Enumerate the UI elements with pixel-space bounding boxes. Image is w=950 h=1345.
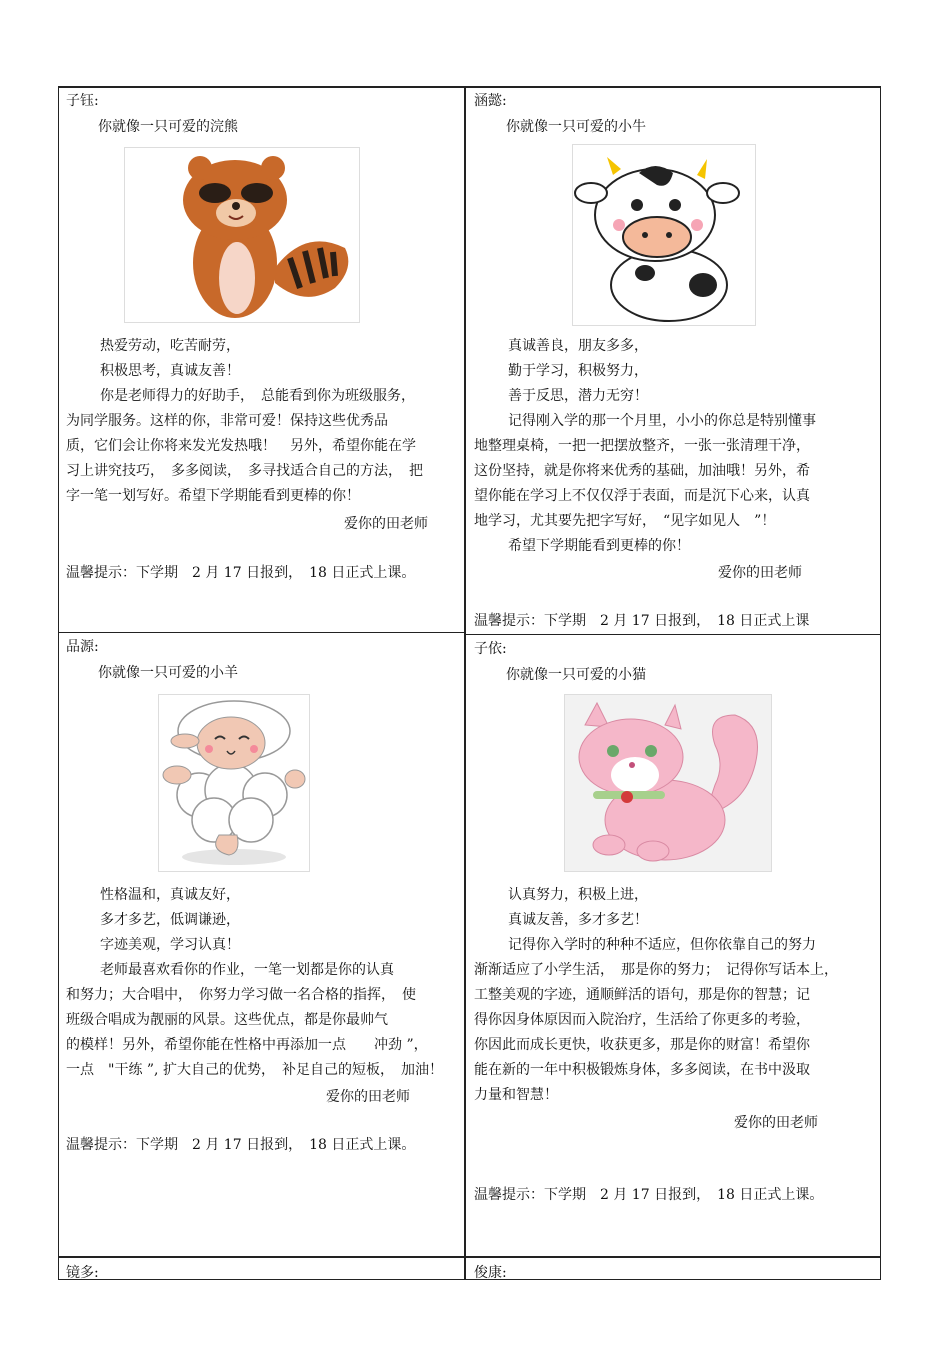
card-hanyi [466,88,880,634]
comment-line: 字一笔一划写好。希望下学期能看到更棒的你！ [66,488,360,504]
comment-line: 这份坚持，就是你将来优秀的基础，加油哦！另外，希 [474,463,810,479]
student-name: 品源: [66,639,99,655]
student-name: 涵懿: [474,93,507,109]
cat-icon [564,694,772,872]
comment-text [66,334,456,509]
comment-line: 多才多艺，低调谦逊， [100,912,240,928]
comment-line: 为同学服务。这样的你，非常可爱！保持这些优秀品 [66,413,388,429]
table-border-bottom [58,1279,881,1280]
comment-line: 记得你入学时的种种不适应，但你依靠自己的努力 [508,937,816,953]
reminder-note: 温馨提示：下学期 2 月 17 日报到， 18 日正式上课。 [474,1187,824,1203]
comment-line: 真诚友善，多才多艺！ [508,912,648,928]
reminder-note: 温馨提示：下学期 2 月 17 日报到， 18 日正式上课。 [66,1137,416,1153]
comment-line: 希望下学期能看到更棒的你！ [508,538,690,554]
comment-line: 认真努力，积极上进， [508,887,648,903]
student-name: 子依: [474,641,507,657]
comment-line: 班级合唱成为靓丽的风景。这些优点，都是你最帅气 [66,1012,388,1028]
comment-line: 真诚善良，朋友多多， [508,338,648,354]
comment-line: 望你能在学习上不仅仅浮于表面，而是沉下心来，认真 [474,488,810,504]
card-jingduo-partial [58,1258,464,1279]
comment-line: 热爱劳动，吃苦耐劳， [100,338,240,354]
table-row-divider-right-1 [464,634,881,635]
reminder-note: 温馨提示：下学期 2 月 17 日报到， 18 日正式上课 [474,613,810,629]
comment-text [474,883,872,1108]
comment-line: 积极思考，真诚友善！ [100,363,240,379]
comment-line: 老师最喜欢看你的作业，一笔一划都是你的认真 [100,962,394,978]
table-border-right [880,86,881,1280]
comment-text [474,334,872,559]
sheep-icon [158,694,310,872]
teacher-signature: 爱你的田老师 [344,516,428,532]
animal-tagline: 你就像一只可爱的小羊 [98,665,238,681]
card-ziyi [466,636,880,1256]
teacher-signature: 爱你的田老师 [734,1115,818,1131]
animal-tagline: 你就像一只可爱的小牛 [506,119,646,135]
comment-line: 性格温和，真诚友好， [100,887,240,903]
teacher-signature: 爱你的田老师 [326,1089,410,1105]
card-pinyuan [58,634,464,1256]
student-name: 子钰: [66,93,99,109]
comment-line: 你是老师得力的好助手， 总能看到你为班级服务， [100,388,415,404]
comment-line: 一点 "干练 ”, 扩大自己的优势， 补足自己的短板， 加油！ [66,1062,443,1078]
comment-line: 得你因身体原因而入院治疗，生活给了你更多的考验， [474,1012,810,1028]
cow-icon [572,144,756,326]
comment-line: 能在新的一年中积极锻炼身体，多多阅读，在书中汲取 [474,1062,810,1078]
comment-text [66,883,456,1083]
card-ziyu [58,88,464,632]
comment-line: 记得刚入学的那一个月里，小小的你总是特别懂事 [508,413,816,429]
comment-line: 和努力；大合唱中， 你努力学习做一名合格的指挥， 使 [66,987,416,1003]
student-name: 镜多: [66,1265,99,1281]
card-junkang-partial [466,1258,880,1279]
reminder-note: 温馨提示：下学期 2 月 17 日报到， 18 日正式上课。 [66,565,416,581]
table-row-divider-left-1 [58,632,465,633]
comment-line: 质，它们会让你将来发光发热哦！ 另外，希望你能在学 [66,438,416,454]
comment-line: 渐渐适应了小学生活， 那是你的努力； 记得你写话本上， [474,962,838,978]
comment-line: 善于反思，潜力无穷！ [508,388,648,404]
raccoon-icon [124,147,360,323]
comment-line: 地学习，尤其要先把字写好， “见字如见人 ”！ [474,513,776,529]
animal-tagline: 你就像一只可爱的浣熊 [98,119,238,135]
comment-line: 字迹美观，学习认真！ [100,937,240,953]
animal-tagline: 你就像一只可爱的小猫 [506,667,646,683]
comment-line: 地整理桌椅，一把一把摆放整齐，一张一张清理干净， [474,438,810,454]
comment-line: 习上讲究技巧， 多多阅读， 多寻找适合自己的方法， 把 [66,463,423,479]
teacher-signature: 爱你的田老师 [718,565,802,581]
student-name: 俊康: [474,1265,507,1281]
comment-line: 勤于学习，积极努力， [508,363,648,379]
comment-line: 的模样！另外，希望你能在性格中再添加一点 冲劲 ”， [66,1037,428,1053]
comment-line: 工整美观的字迹，通顺鲜活的语句，那是你的智慧；记 [474,987,810,1003]
comment-line: 你因此而成长更快，收获更多，那是你的财富！希望你 [474,1037,810,1053]
comment-line: 力量和智慧！ [474,1087,558,1103]
